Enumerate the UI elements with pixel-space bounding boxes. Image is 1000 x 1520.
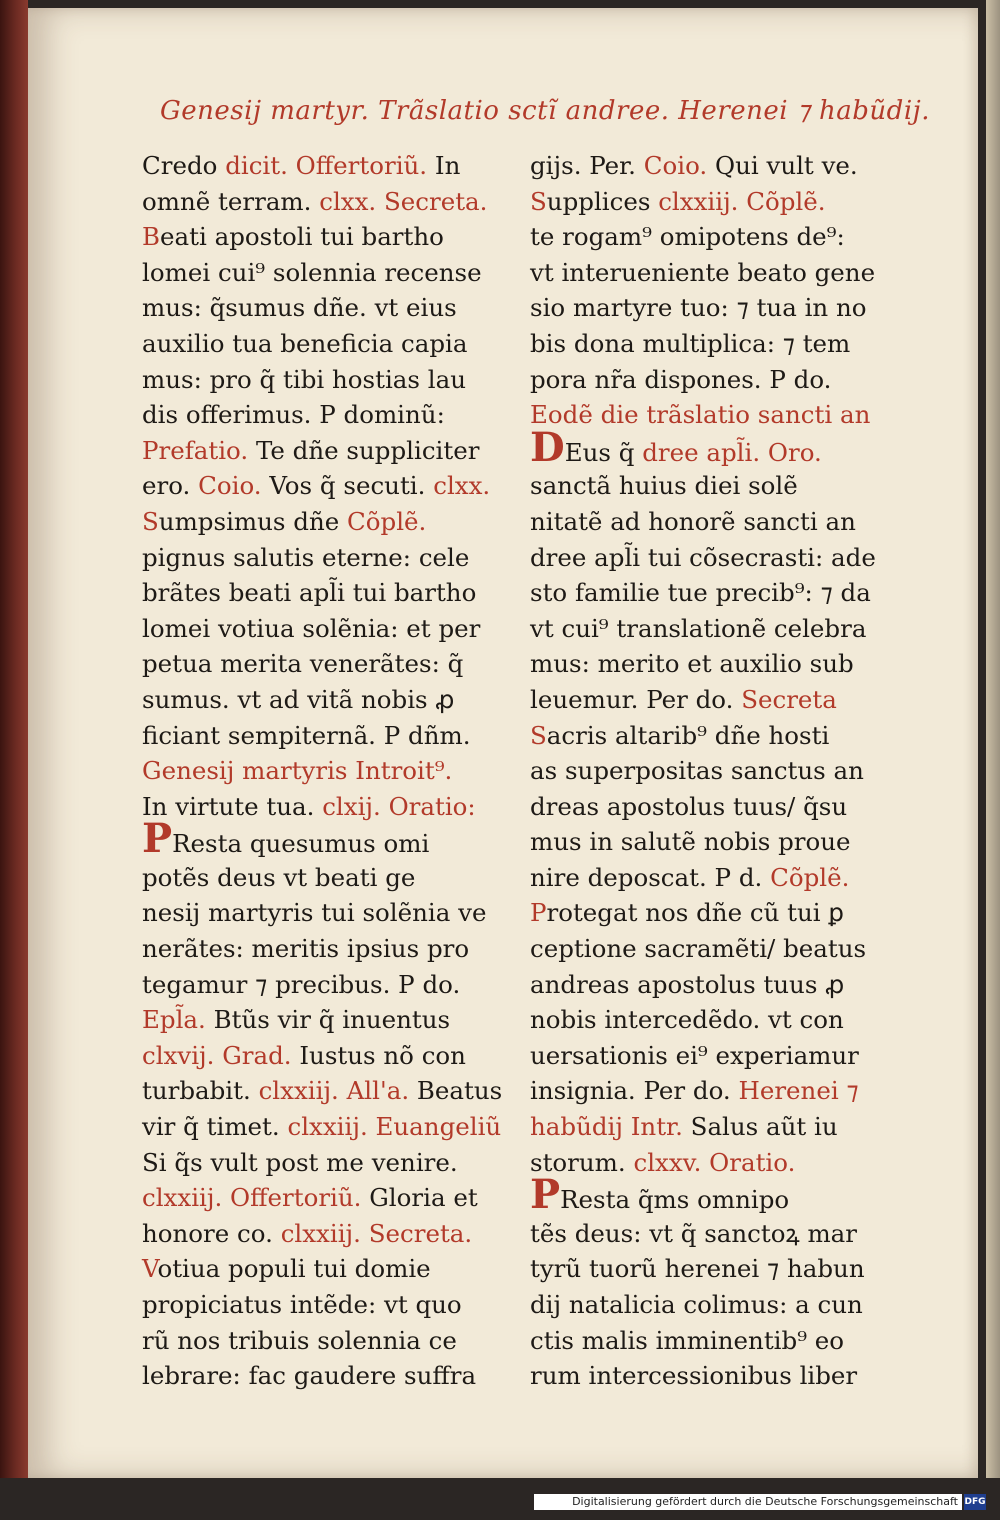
text-segment: dis offerimus. P dominũ: (142, 400, 445, 430)
rubric-text: clxij. Oratio: (322, 791, 476, 821)
text-segment: nobis intercedẽdo. vt con (530, 1005, 844, 1035)
text-segment: andreas apostolus tuus ꝓ (530, 969, 845, 999)
text-line (142, 611, 482, 647)
text-segment: pora nr̃a dispones. P do. (530, 364, 832, 394)
rubric-text: B (142, 222, 161, 252)
text-line (142, 931, 482, 967)
page-edge (986, 0, 1000, 1478)
text-segment: sio martyre tuo: ⁊ tua in no (530, 293, 867, 323)
text-line (530, 1002, 870, 1038)
rubric-text: clxxv. Oratio. (633, 1147, 796, 1177)
text-line (530, 362, 870, 398)
rubric-text: Eodẽ die trãslatio sancti an (530, 400, 871, 430)
text-line (142, 1358, 482, 1394)
text-line (142, 575, 482, 611)
text-segment: leuemur. Per do. (530, 684, 742, 714)
text-line (530, 1109, 870, 1145)
text-segment: dreas apostolus tuus/ q̃su (530, 791, 848, 821)
text-segment: Eus q̃ (564, 437, 643, 467)
text-line (530, 148, 870, 184)
text-line (142, 504, 482, 540)
text-line (142, 540, 482, 576)
text-segment: ctis malis imminentib⁹ eo (530, 1325, 845, 1355)
rubric-text: clxxiij. All'a. (258, 1076, 410, 1106)
text-segment: Qui vult ve. (707, 151, 858, 180)
running-head: Genesij martyr. Trãslatio sctĩ andree. Herenei ⁊ habũdij. (160, 96, 930, 126)
drop-capital: P (142, 815, 173, 863)
rubric-text: Herenei ⁊ (738, 1076, 859, 1106)
text-segment: Resta q̃ms omnipo (560, 1185, 790, 1215)
rubric-text: V (142, 1254, 158, 1284)
text-line (530, 646, 870, 682)
text-segment: Gloria et (361, 1183, 478, 1213)
text-line (530, 1171, 870, 1219)
text-segment: nerãtes: meritis ipsius pro (142, 934, 470, 964)
rubric-text: Secreta (741, 684, 837, 714)
text-segment: tẽs deus: vt q̃ sanctoꝝ mar (530, 1218, 858, 1248)
text-segment: vt interueniente beato gene (530, 257, 876, 287)
text-segment: petua merita venerãtes: q̃ (142, 649, 464, 679)
text-line (142, 646, 482, 682)
text-line (142, 1180, 482, 1216)
text-line (530, 255, 876, 291)
text-segment: tyrũ tuorũ herenei ⁊ habun (530, 1254, 865, 1284)
text-line (142, 967, 482, 1003)
text-line (142, 468, 491, 504)
rubric-text: S (142, 506, 159, 536)
text-line (142, 1109, 502, 1145)
text-line (142, 1038, 482, 1074)
text-line (530, 860, 870, 896)
text-line (142, 1251, 482, 1287)
funding-note: Digitalisierung gefördert durch die Deutsche Forschungsgemeinschaft (534, 1494, 962, 1510)
text-line (142, 1323, 482, 1359)
text-segment: mus in salutẽ nobis proue (530, 827, 851, 857)
text-segment: sumus. vt ad vitã nobis ꝓ (142, 684, 455, 714)
text-segment: Si q̃s vult post me venire. (142, 1147, 458, 1177)
text-segment: Te dñe suppliciter (248, 435, 480, 465)
text-segment: gijs. Per. (530, 151, 644, 180)
text-line (530, 718, 870, 754)
text-line (142, 397, 482, 433)
text-segment: nitatẽ ad honorẽ sancti an (530, 506, 856, 536)
text-line (530, 1323, 870, 1359)
rubric-text: Coio. (198, 471, 262, 501)
text-line (530, 468, 870, 504)
text-segment: rum intercessionibus liber (530, 1361, 858, 1391)
text-segment: In (427, 151, 461, 180)
viewer-footer (0, 1478, 1000, 1520)
text-line (142, 753, 482, 789)
text-line (530, 1251, 870, 1287)
text-segment: storum. (530, 1147, 634, 1177)
text-segment: Btũs vir q̃ inuentus (205, 1005, 451, 1035)
drop-capital: P (530, 1171, 561, 1219)
text-segment: ficiant sempiternã. P dñm. (142, 720, 471, 750)
text-segment: potẽs deus vt beati ge (142, 862, 416, 892)
text-line (142, 1002, 482, 1038)
text-line (142, 1073, 503, 1109)
drop-capital: D (530, 423, 565, 471)
text-line (142, 362, 482, 398)
rubric-text: Cõplẽ. (347, 506, 427, 536)
text-segment: honore co. (142, 1218, 281, 1248)
text-segment: Resta quesumus omi (172, 829, 430, 859)
text-line (142, 326, 482, 362)
text-segment: upplices (546, 186, 659, 216)
text-line (530, 1038, 870, 1074)
text-segment: dij natalicia colimus: a cun (530, 1290, 863, 1319)
text-segment: otiua populi tui domie (157, 1254, 431, 1284)
text-line (530, 753, 870, 789)
text-segment: Salus aũt iu (682, 1112, 838, 1142)
text-line (142, 682, 482, 718)
text-segment: insignia. Per do. (530, 1076, 739, 1106)
text-column-right (530, 148, 876, 1394)
text-segment: propiciatus intẽde: vt quo (142, 1290, 462, 1319)
rubric-text: habũdij Intr. (530, 1112, 683, 1142)
text-segment: te rogam⁹ omipotens de⁹: (530, 222, 845, 252)
text-segment: In virtute tua. (142, 791, 323, 821)
text-segment: lomei votiua solẽnia: et per (142, 613, 481, 643)
rubric-text: Genesij martyris Introit⁹. (142, 756, 453, 786)
text-line (142, 789, 482, 825)
text-line (530, 290, 870, 326)
text-line (530, 1358, 870, 1394)
text-segment: vir q̃ timet. (142, 1112, 288, 1142)
text-line (530, 611, 870, 647)
rubric-text: Cõplẽ. (770, 862, 850, 892)
rubric-text: dicit. Offertoriũ. (225, 151, 428, 180)
text-line (142, 895, 487, 931)
text-column-left (142, 148, 503, 1394)
text-line (142, 255, 482, 291)
text-segment: auxilio tua beneficia capia (142, 328, 468, 358)
text-line (142, 433, 482, 469)
text-segment: rũ nos tribuis solennia ce (142, 1325, 457, 1355)
rubric-text: clxxiij. Euangeliũ (287, 1112, 502, 1142)
text-line (530, 824, 870, 860)
text-line (530, 504, 870, 540)
text-segment: uersationis ei⁹ experiamur (530, 1040, 859, 1070)
text-segment: pignus salutis eterne: cele (142, 542, 470, 572)
text-segment: turbabit. (142, 1076, 259, 1106)
text-line (530, 1145, 870, 1181)
rubric-text: Prefatio. (142, 435, 249, 465)
text-line (142, 718, 482, 754)
text-line (530, 1216, 870, 1252)
text-line (530, 219, 870, 255)
text-line (142, 219, 482, 255)
text-segment: Credo (142, 151, 226, 180)
rubric-text: clxxiij. Cõplẽ. (658, 186, 826, 216)
text-segment: lebrare: fac gaudere suffra (142, 1361, 477, 1391)
text-segment: sto familie tue precib⁹: ⁊ da (530, 578, 871, 608)
text-segment: umpsimus dñe (158, 506, 348, 536)
text-segment: as superpositas sanctus an (530, 756, 864, 786)
text-segment: sanctã huius diei solẽ (530, 471, 798, 501)
text-line (530, 895, 870, 931)
book-binding-edge (0, 0, 28, 1478)
text-segment: lomei cui⁹ solennia recense (142, 257, 482, 287)
text-segment: eati apostoli tui bartho (160, 222, 444, 252)
text-line (530, 789, 870, 825)
text-segment: acris altarib⁹ dñe hosti (546, 720, 830, 750)
text-line (530, 931, 870, 967)
text-line (530, 184, 870, 220)
rubric-text: clxxiij. Secreta. (280, 1218, 473, 1248)
rubric-text: S (530, 186, 547, 216)
dfg-logo: DFG (964, 1494, 986, 1510)
text-line (142, 860, 482, 896)
text-line (530, 1073, 870, 1109)
text-segment: brãtes beati apl̃i tui bartho (142, 578, 477, 608)
rubric-text: clxxiij. Offertoriũ. (142, 1183, 362, 1213)
text-segment: vt cui⁹ translationẽ celebra (530, 613, 867, 643)
text-line (142, 1216, 482, 1252)
text-segment: nesij martyris tui solẽnia ve (142, 898, 487, 928)
rubric-text: P (530, 898, 547, 928)
text-line (142, 815, 482, 863)
text-line (142, 148, 482, 184)
text-line (142, 1287, 482, 1323)
text-line (530, 682, 870, 718)
text-segment: bis dona multiplica: ⁊ tem (530, 328, 851, 358)
text-segment: omnẽ terram. (142, 186, 320, 216)
text-line (530, 1287, 870, 1323)
text-segment: mus: merito et auxilio sub (530, 649, 854, 679)
text-line (530, 575, 870, 611)
rubric-text: Coio. (643, 151, 708, 180)
text-segment: Iustus nõ con (291, 1040, 466, 1070)
text-segment: dree apl̃i tui cõsecrasti: ade (530, 542, 876, 572)
text-line (530, 326, 870, 362)
text-line (530, 540, 876, 576)
text-line (142, 290, 482, 326)
text-line (142, 1145, 482, 1181)
text-segment: Vos q̃ secuti. (261, 471, 434, 501)
rubric-text: S (530, 720, 547, 750)
text-line (530, 423, 870, 471)
rubric-text: clxvij. Grad. (142, 1040, 292, 1070)
text-segment: ero. (142, 471, 199, 501)
text-segment: mus: q̃sumus dñe. vt eius (142, 293, 457, 323)
text-line (530, 397, 870, 433)
rubric-text: Epl̃a. (142, 1005, 206, 1035)
text-segment: rotegat nos dñe cũ tui ꝑ (546, 898, 844, 928)
rubric-text: clxx. Secreta. (319, 186, 488, 216)
text-line (142, 184, 488, 220)
text-line (530, 967, 870, 1003)
text-segment: Beatus (409, 1076, 503, 1106)
rubric-text: clxx. (433, 471, 491, 501)
text-segment: mus: pro q̃ tibi hostias lau (142, 364, 466, 394)
text-segment: ceptione sacramẽti/ beatus (530, 934, 867, 964)
rubric-text: dree apl̃i. Oro. (642, 437, 822, 467)
text-segment: nire deposcat. P d. (530, 862, 771, 892)
text-segment: tegamur ⁊ precibus. P do. (142, 969, 461, 999)
